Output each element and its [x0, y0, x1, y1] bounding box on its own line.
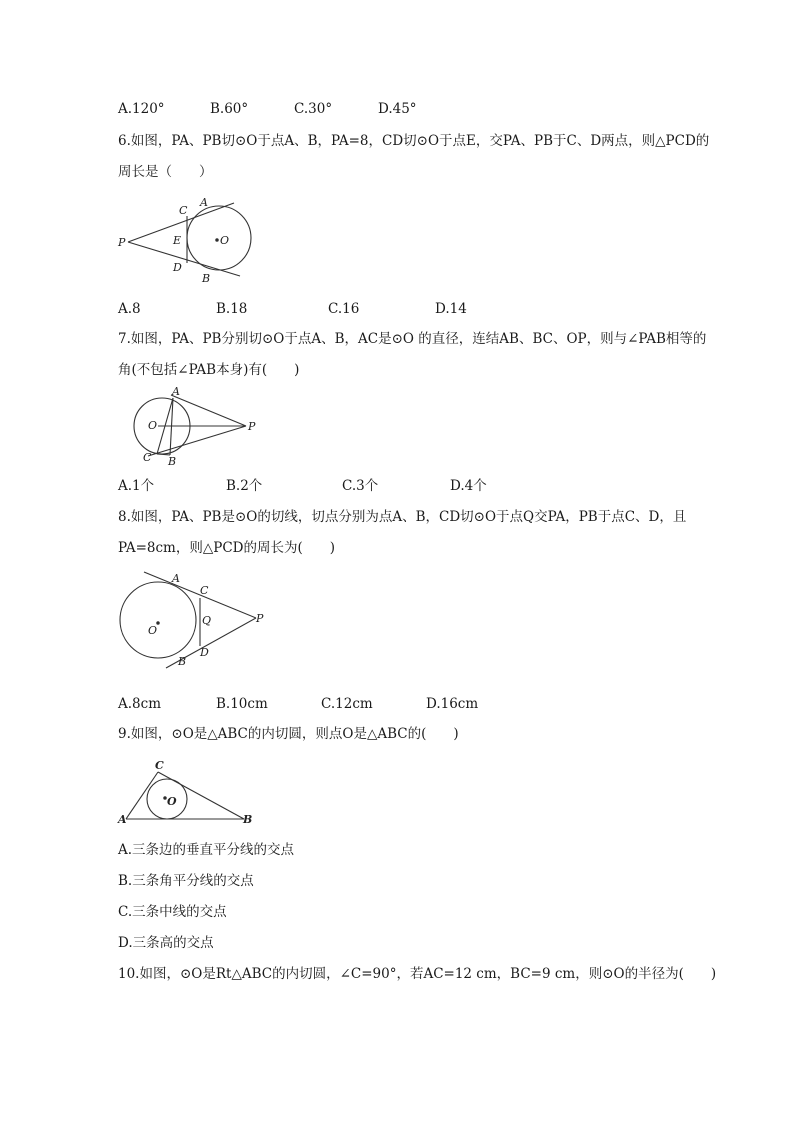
q9-label-b: B: [243, 813, 253, 826]
q7-tangent-pa: [171, 395, 246, 426]
q7-tangent-pb: [148, 426, 246, 456]
q8-stem-line1: 8.如图，PA、PB是⊙O的切线，切点分别为点A、B，CD切⊙O于点Q交PA，PB于点C、D，且: [118, 509, 687, 525]
q6-option-c: C.16: [328, 301, 360, 317]
q8-label-o: O: [148, 624, 158, 637]
q9-side-ac: [126, 772, 158, 819]
q9-option-d: D.三条高的交点: [118, 935, 214, 951]
q7-label-o: O: [148, 419, 158, 432]
q6-label-b: B: [202, 272, 211, 285]
q8-label-p: P: [256, 612, 264, 625]
q8-label-q: Q: [202, 614, 212, 627]
q9-label-a: A: [118, 813, 127, 826]
q8-figure: [116, 568, 268, 672]
q8-option-b: B.10cm: [216, 696, 268, 712]
q9-label-c: C: [155, 759, 164, 772]
q6-figure: [116, 192, 256, 284]
q7-stem-line2: 角(不包括∠PAB本身)有( ): [118, 362, 300, 378]
q9-figure: [116, 758, 254, 826]
q6-option-b: B.18: [216, 301, 248, 317]
q8-label-d: D: [200, 646, 209, 659]
q9-option-a: A.三条边的垂直平分线的交点: [118, 842, 295, 858]
q8-label-c: C: [200, 584, 209, 597]
q8-label-a: A: [172, 572, 180, 585]
q8-label-b: B: [178, 655, 187, 668]
q9-option-b: B.三条角平分线的交点: [118, 873, 254, 889]
q8-option-d: D.16cm: [426, 696, 479, 712]
q5-option-c: C.30°: [294, 101, 333, 117]
q6-center-dot: [216, 239, 218, 241]
q6-option-d: D.14: [435, 301, 467, 317]
q7-label-c: C: [143, 451, 152, 464]
q6-stem-line2: 周长是（ ）: [118, 164, 213, 180]
q6-label-o: O: [220, 234, 230, 247]
q8-circle: [120, 582, 196, 658]
q7-option-b: B.2个: [226, 478, 263, 494]
q6-label-p: P: [118, 236, 126, 249]
q7-label-p: P: [248, 420, 256, 433]
q7-figure: [138, 385, 264, 468]
q7-option-c: C.3个: [342, 478, 379, 494]
q9-option-c: C.三条中线的交点: [118, 904, 227, 920]
q6-option-a: A.8: [118, 301, 141, 317]
q6-tangent-pb: [128, 242, 240, 276]
q7-label-a: A: [172, 385, 180, 398]
q9-stem: 9.如图，⊙O是△ABC的内切圆，则点O是△ABC的( ): [118, 726, 459, 742]
q10-stem: 10.如图，⊙O是Rt△ABC的内切圆，∠C=90°，若AC=12 cm，BC=9 cm，则⊙O的半径为( ): [118, 966, 717, 982]
q7-stem-line1: 7.如图，PA、PB分别切⊙O于点A、B，AC是⊙O 的直径，连结AB、BC、OP，则与∠PAB相等的: [118, 331, 707, 347]
q5-option-a: A.120°: [118, 101, 165, 117]
q7-label-b: B: [168, 455, 177, 468]
q8-option-c: C.12cm: [321, 696, 373, 712]
q6-label-d: D: [173, 261, 182, 274]
q5-option-b: B.60°: [210, 101, 249, 117]
q8-center-dot: [157, 622, 159, 624]
q7-option-a: A.1个: [118, 478, 155, 494]
q9-label-o: O: [167, 795, 177, 808]
q9-center-dot: [164, 797, 166, 799]
q5-option-d: D.45°: [378, 101, 417, 117]
q6-label-a: A: [200, 196, 208, 209]
q6-stem-line1: 6.如图，PA、PB切⊙O于点A、B，PA=8，CD切⊙O于点E，交PA、PB于C、D两点，则△PCD的: [118, 133, 710, 149]
q7-option-d: D.4个: [450, 478, 487, 494]
q6-label-e: E: [173, 234, 182, 247]
q6-label-c: C: [179, 204, 188, 217]
q8-option-a: A.8cm: [118, 696, 161, 712]
q6-circle: [187, 206, 251, 270]
q8-stem-line2: PA=8cm，则△PCD的周长为( ): [118, 540, 336, 556]
